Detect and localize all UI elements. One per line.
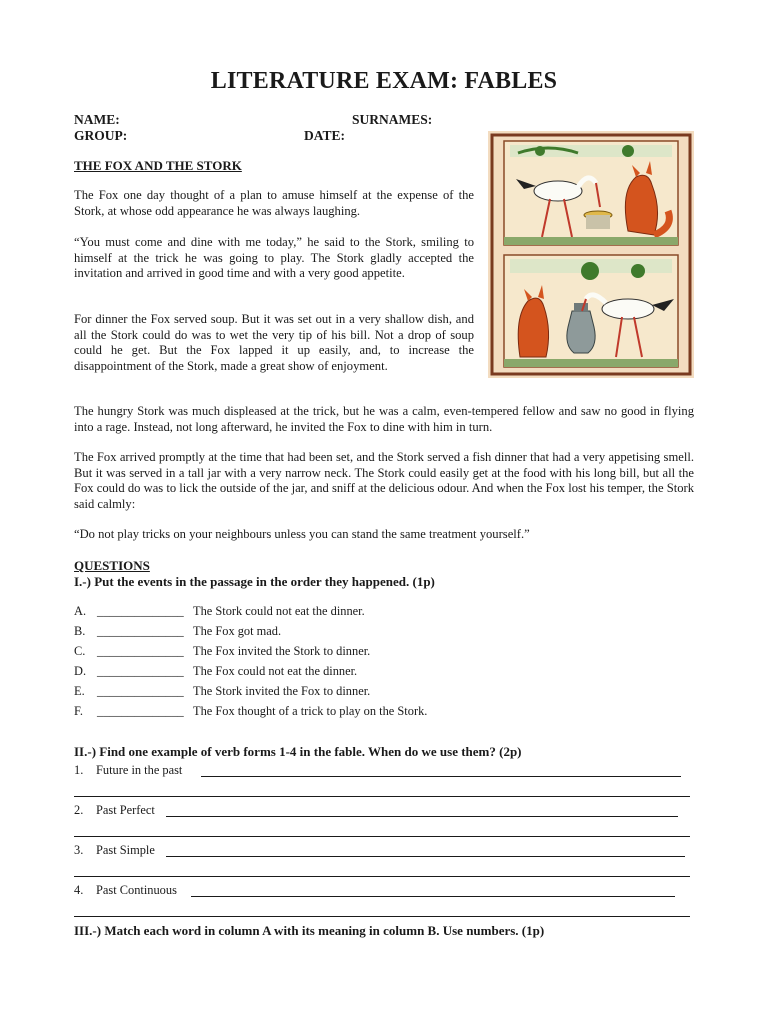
answer-line[interactable] <box>74 916 690 917</box>
option-text: The Stork invited the Fox to dinner. <box>193 684 371 698</box>
paragraph-1: The Fox one day thought of a plan to amuse himself at the expense of the Stork, at whose odd appearance he was always laughing. <box>74 188 474 218</box>
story-title: THE FOX AND THE STORK <box>74 158 242 173</box>
moral-paragraph: “Do not play tricks on your neighbours unless you can stand the same treatment yourself.” <box>74 527 530 541</box>
paragraph-5: The Fox arrived promptly at the time that had been set, and the Stork served a fish dinner that had a very appetising smell. But it was served in a tall jar with a very narrow neck. The Stork could easily get at the food with his long bill, but all the Fox could do was to lick the outside of the jar, and sniff at the delicious odour. And when the Fox lost his temper, the Stork said calmly: <box>74 450 694 511</box>
question-2-prompt: II.-) Find one example of verb forms 1-4 in the fable. When do we use them? (2p) <box>74 744 522 759</box>
answer-blank[interactable]: ______________ <box>97 624 184 638</box>
fable-illustration <box>488 131 694 378</box>
verb-item-3-num: 3. <box>74 843 84 857</box>
answer-blank[interactable]: ______________ <box>97 704 184 718</box>
question-3-prompt: III.-) Match each word in column A with its meaning in column B. Use numbers. (1p) <box>74 923 545 938</box>
answer-line[interactable] <box>166 856 685 857</box>
answer-blank[interactable]: ______________ <box>97 644 184 658</box>
option-letter: E. <box>74 684 85 698</box>
option-f <box>74 704 694 720</box>
option-a <box>74 604 694 620</box>
verb-item-3-label: Past Simple <box>96 843 155 857</box>
verb-item-1-num: 1. <box>74 763 84 777</box>
verb-item-2-num: 2. <box>74 803 84 817</box>
verb-item-2-label: Past Perfect <box>96 803 155 817</box>
exam-title: LITERATURE EXAM: FABLES <box>210 68 558 94</box>
option-text: The Fox invited the Stork to dinner. <box>193 644 371 658</box>
option-text: The Fox got mad. <box>193 624 282 638</box>
option-text: The Fox thought of a trick to play on the Stork. <box>193 704 428 718</box>
option-text: The Stork could not eat the dinner. <box>193 604 365 618</box>
answer-line[interactable] <box>201 776 681 777</box>
answer-blank[interactable]: ______________ <box>97 684 184 698</box>
fox-and-stork-illustration <box>488 131 694 378</box>
verb-item-4-label: Past Continuous <box>96 883 177 897</box>
option-b <box>74 624 694 640</box>
answer-blank[interactable]: ______________ <box>97 604 184 618</box>
option-letter: B. <box>74 624 86 638</box>
answer-blank[interactable]: ______________ <box>97 664 184 678</box>
verb-item-4-num: 4. <box>74 883 84 897</box>
answer-line[interactable] <box>191 896 675 897</box>
question-1-prompt: I.-) Put the events in the passage in the order they happened. (1p) <box>74 574 435 589</box>
paragraph-2: “You must come and dine with me today,” he said to the Stork, smiling to himself at the trick he was going to play. The Stork gladly accepted the invitation and arrived in good time and with a very good appetite. <box>74 235 474 281</box>
option-letter: A. <box>74 604 87 618</box>
option-letter: C. <box>74 644 86 658</box>
paragraph-3: For dinner the Fox served soup. But it was set out in a very shallow dish, and all the Stork could do was to wet the very tip of his bill. Not a drop of soup could he get. But the Fox lapped it up easily, and, to increase the disappointment of the Stork, made a great show of enjoyment. <box>74 312 474 373</box>
answer-line[interactable] <box>74 836 690 837</box>
answer-line[interactable] <box>74 796 690 797</box>
option-e <box>74 684 694 700</box>
option-d <box>74 664 694 680</box>
verb-item-1-label: Future in the past <box>96 763 183 777</box>
group-label: GROUP: <box>74 128 128 143</box>
paragraph-4: The hungry Stork was much displeased at the trick, but he was a calm, even-tempered fellow and saw no good in flying into a rage. Instead, not long afterward, he invited the Fox to dine with him in turn. <box>74 404 694 434</box>
answer-line[interactable] <box>166 816 678 817</box>
option-text: The Fox could not eat the dinner. <box>193 664 358 678</box>
questions-heading: QUESTIONS <box>74 558 150 573</box>
option-letter: D. <box>74 664 87 678</box>
answer-line[interactable] <box>74 876 690 877</box>
surnames-label: SURNAMES: <box>352 112 433 127</box>
option-c <box>74 644 694 660</box>
date-label: DATE: <box>304 128 346 143</box>
name-label: NAME: <box>74 112 120 127</box>
option-letter: F. <box>74 704 83 718</box>
